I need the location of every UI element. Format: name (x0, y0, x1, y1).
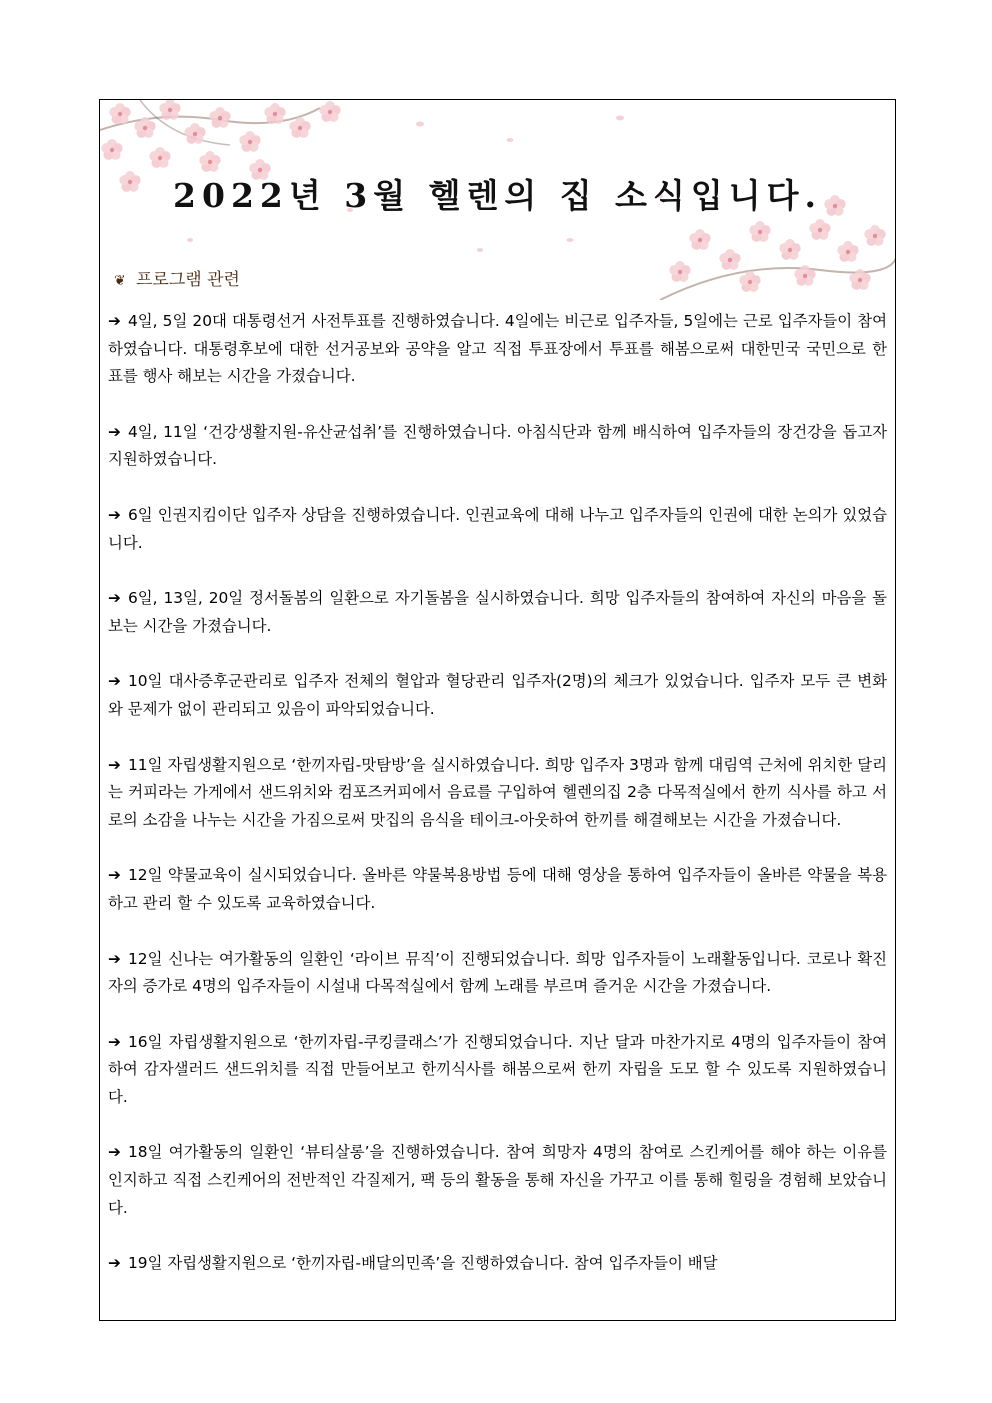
news-item-text: 12일 신나는 여가활동의 일환인 ‘라이브 뮤직’이 진행되었습니다. 희망 입주자들이 노래활동입니다. 코로나 확진자의 증가로 4명의 입주자들이 시설내 다목적실에서 함께 노래를 부르며 즐거운 시간을 가졌습니다. (108, 949, 887, 996)
arrow-bullet-icon: ➔ (108, 949, 121, 968)
news-item (108, 1029, 887, 1112)
news-item (108, 1250, 887, 1278)
arrow-bullet-icon: ➔ (108, 589, 121, 608)
arrow-bullet-icon: ➔ (108, 312, 121, 330)
news-item-text: 19일 자립생활지원으로 ‘한끼자립-배달의민족’을 진행하였습니다. 참여 입주자들이 배달 (128, 1254, 718, 1273)
newsletter-frame (99, 99, 896, 1321)
flower-bullet-icon: ❦ (114, 273, 126, 289)
newsletter-title: 2022년 3월 헬렌의 집 소식입니다. (173, 176, 822, 215)
arrow-bullet-icon: ➔ (108, 1143, 121, 1162)
news-item (108, 668, 887, 723)
news-item-text: 11일 자립생활지원으로 ‘한끼자립-맛탐방’을 실시하였습니다. 희망 입주자 3명과 함께 대림역 근처에 위치한 달리는 커피라는 가게에서 샌드위치와 컴포즈커피에서 음료를 구입하여 헬렌의집 2층 다목적실에서 한끼 식사를 하고 서로의 소감을 나누는 시간을 가짐으로써 맛집의 음식을 테이크-아웃하여 한끼를 해결해보는 시간을 가졌습니다. (108, 755, 887, 829)
news-item (108, 419, 887, 474)
news-item (108, 862, 887, 917)
arrow-bullet-icon: ➔ (108, 755, 121, 774)
news-item-text: 4일, 11일 ‘건강생활지원-유산균섭취’를 진행하였습니다. 아침식단과 함께 배식하여 입주자들의 장건강을 돕고자 지원하였습니다. (108, 422, 887, 469)
section-heading-text: 프로그램 관련 (136, 270, 240, 290)
news-item (108, 752, 887, 835)
news-item-text: 18일 여가활동의 일환인 ‘뷰티살롱’을 진행하였습니다. 참여 희망자 4명의 참여로 스킨케어를 해야 하는 이유를 인지하고 직접 스킨케어의 전반적인 각질제거, 팩 등의 활동을 통해 자신을 가꾸고 이를 통해 힐링을 경험해 보았습니다. (108, 1143, 887, 1217)
news-item-text: 4일, 5일 20대 대통령선거 사전투표를 진행하였습니다. 4일에는 비근로 입주자들, 5일에는 근로 입주자들이 참여하였습니다. 대통령후보에 대한 선거공보와 공약을 알고 직접 투표장에서 투표를 해봄으로써 대한민국 국민으로 한 표를 행사 해보는 시간을 가졌습니다. (108, 312, 887, 386)
arrow-bullet-icon: ➔ (108, 422, 121, 441)
section-heading (114, 265, 240, 290)
arrow-bullet-icon: ➔ (108, 866, 121, 885)
arrow-bullet-icon: ➔ (108, 672, 121, 691)
arrow-bullet-icon: ➔ (108, 1032, 121, 1051)
news-item-text: 16일 자립생활지원으로 ‘한끼자립-쿠킹클래스’가 진행되었습니다. 지난 달과 마찬가지로 4명의 입주자들이 참여하여 감자샐러드 샌드위치를 직접 만들어보고 한끼식사를 해봄으로써 한끼 자립을 도모 할 수 있도록 지원하였습니다. (108, 1032, 887, 1106)
news-item (108, 1139, 887, 1222)
arrow-bullet-icon: ➔ (108, 1254, 121, 1273)
program-news-list (108, 308, 887, 1306)
news-item (108, 946, 887, 1001)
news-item-text: 12일 약물교육이 실시되었습니다. 올바른 약물복용방법 등에 대해 영상을 통하여 입주자들이 올바른 약물을 복용하고 관리 할 수 있도록 교육하였습니다. (108, 866, 887, 912)
news-item-text: 6일 인권지킴이단 입주자 상담을 진행하였습니다. 인권교육에 대해 나누고 입주자들의 인권에 대한 논의가 있었습니다. (108, 505, 887, 552)
news-item-text: 10일 대사증후군관리로 입주자 전체의 혈압과 혈당관리 입주자(2명)의 체크가 있었습니다. 입주자 모두 큰 변화와 문제가 없이 관리되고 있음이 파악되었습니다. (108, 672, 887, 718)
arrow-bullet-icon: ➔ (108, 505, 121, 524)
news-item (108, 502, 887, 557)
news-item-text: 6일, 13일, 20일 정서돌봄의 일환으로 자기돌봄을 실시하였습니다. 희망 입주자들의 참여하여 자신의 마음을 돌보는 시간을 가졌습니다. (108, 589, 887, 635)
news-item (108, 585, 887, 640)
news-item (108, 308, 887, 391)
